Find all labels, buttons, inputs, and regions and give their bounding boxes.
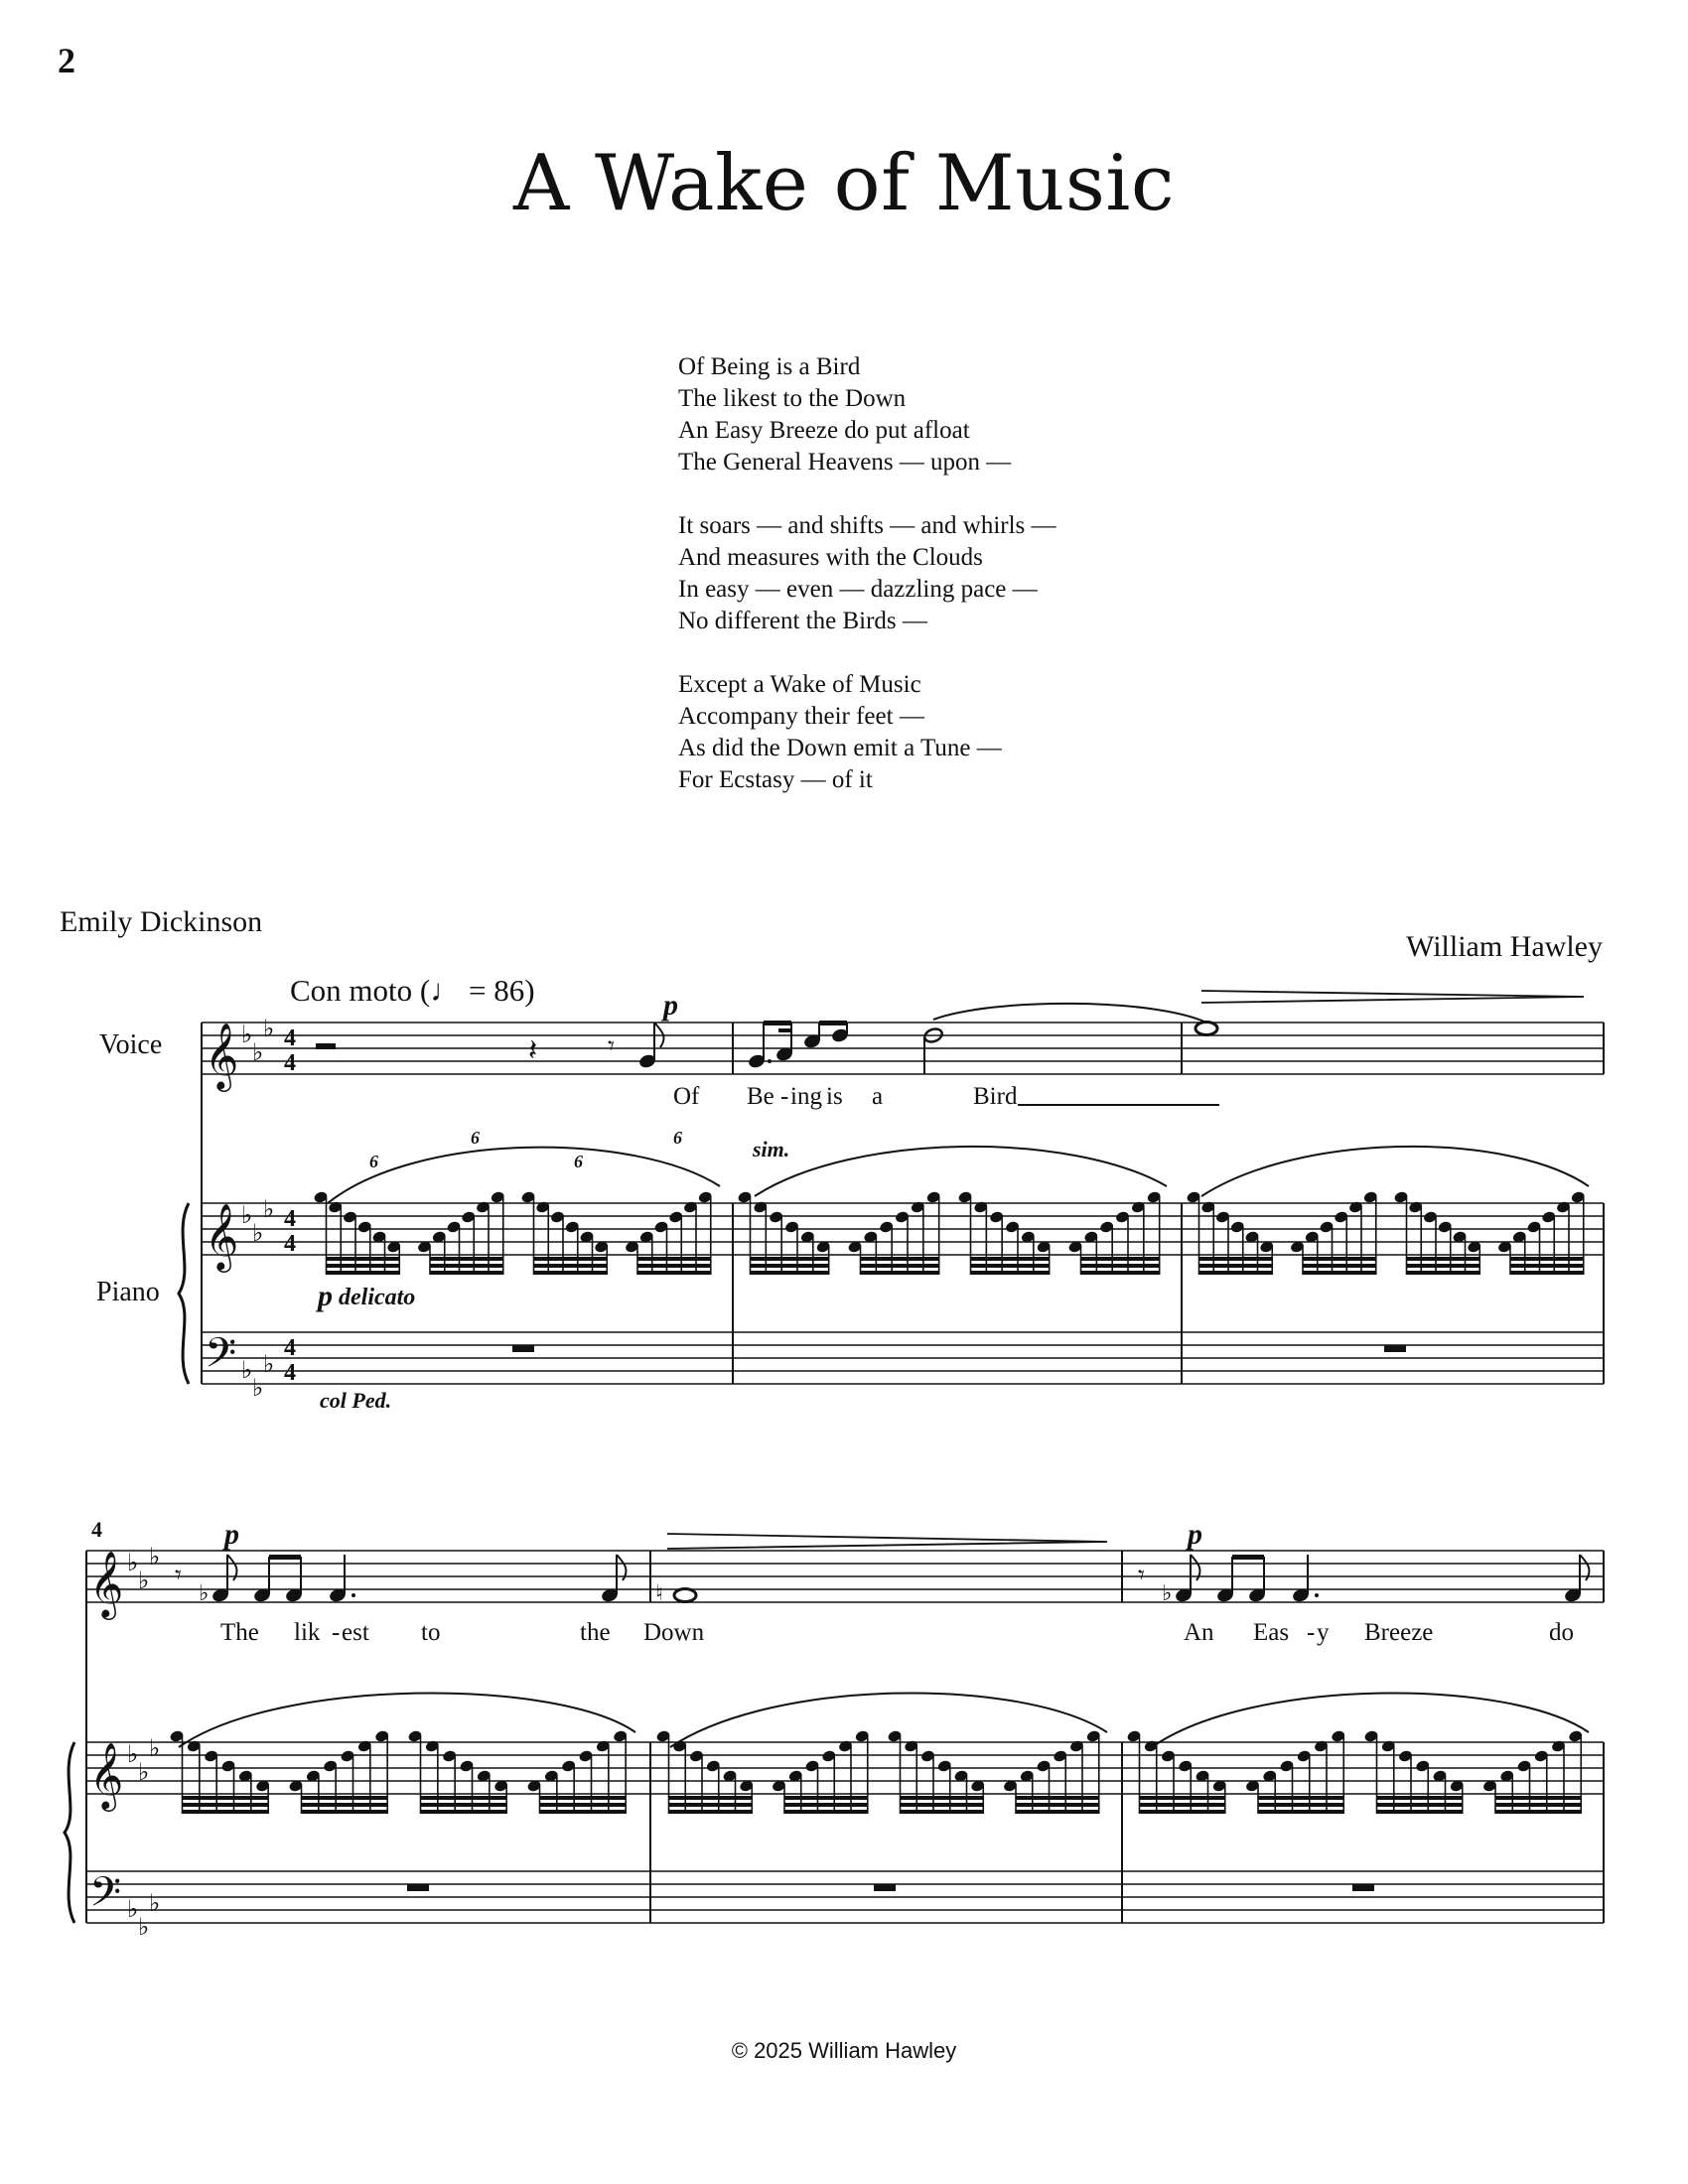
poem-line: It soars — and shifts — and whirls — [678, 512, 1056, 539]
voice-notes-2 [175, 1555, 1590, 1606]
poem-line: And measures with the Clouds [678, 544, 983, 571]
svg-text:Breeze: Breeze [1364, 1619, 1434, 1646]
note-beam [637, 1257, 711, 1261]
note-beam [1081, 1257, 1160, 1261]
note-beam [1140, 1810, 1225, 1814]
note-beam [430, 1257, 503, 1261]
note-beam [784, 1796, 868, 1800]
svg-text:♭: ♭ [127, 1740, 139, 1768]
note-beam [327, 1257, 400, 1261]
svg-text:♭: ♭ [263, 1015, 275, 1042]
poem-line: As did the Down emit a Tune — [678, 735, 1002, 761]
svg-text:𝄾: 𝄾 [175, 1561, 182, 1590]
note-beam [1407, 1271, 1480, 1275]
note-beam [1377, 1796, 1463, 1800]
poem-line: No different the Birds — [678, 608, 927, 634]
note-beam [1303, 1271, 1376, 1275]
note-beam [1016, 1796, 1099, 1800]
note-beam [784, 1803, 868, 1807]
svg-text:𝄽: 𝄽 [528, 1033, 538, 1068]
note-beam [327, 1271, 400, 1275]
svg-text:6: 6 [369, 1152, 378, 1171]
clefs-1 [205, 1015, 274, 1402]
composer-credit: William Hawley [1406, 930, 1603, 963]
tempo-marking: Con moto (♩ = 86) [290, 973, 535, 1008]
note-beam [1510, 1264, 1584, 1268]
note-beam [751, 1257, 829, 1261]
piece-title: A Wake of Music [512, 139, 1176, 228]
note-beam [861, 1257, 939, 1261]
note-beam [430, 1264, 503, 1268]
note-beam [534, 1257, 608, 1261]
svg-text:♭: ♭ [127, 1549, 139, 1576]
note-beam [1495, 1810, 1581, 1814]
piano-label: Piano [96, 1277, 160, 1307]
poem-line: Accompany their feet — [678, 703, 924, 730]
poem-line: The likest to the Down [678, 385, 907, 412]
svg-text:𝄞: 𝄞 [205, 1022, 239, 1089]
svg-text:6: 6 [471, 1128, 480, 1148]
note-beam [1258, 1796, 1343, 1800]
svg-text:♭: ♭ [149, 1889, 161, 1917]
note-beam [183, 1810, 269, 1814]
note-beam [1407, 1264, 1480, 1268]
svg-text:𝄞: 𝄞 [205, 1202, 239, 1270]
note-beam [1495, 1796, 1581, 1800]
svg-text:Down: Down [643, 1619, 705, 1646]
svg-text:𝄢: 𝄢 [89, 1868, 122, 1926]
poet-credit: Emily Dickinson [60, 905, 263, 938]
svg-text:to: to [421, 1619, 441, 1646]
note-beam [302, 1810, 388, 1814]
note-beam [1199, 1264, 1273, 1268]
poem-line: In easy — even — dazzling pace — [678, 576, 1038, 603]
svg-text:do: do [1549, 1619, 1574, 1646]
svg-text:4: 4 [284, 1025, 296, 1051]
svg-text:the: the [580, 1619, 611, 1646]
piano-expression: delicato [339, 1285, 416, 1310]
svg-text:♭: ♭ [149, 1543, 161, 1570]
lyrics-2 [220, 1619, 1574, 1646]
svg-text:𝄞: 𝄞 [89, 1550, 124, 1617]
note-beam [971, 1257, 1050, 1261]
svg-text:♭: ♭ [252, 1038, 264, 1066]
measure-number: 4 [91, 1517, 102, 1542]
note-beam [1407, 1257, 1480, 1261]
note-beam [669, 1803, 753, 1807]
svg-text:Be: Be [747, 1083, 774, 1110]
note-beam [1081, 1271, 1160, 1275]
svg-text:-: - [1307, 1619, 1316, 1646]
svg-text:Eas: Eas [1253, 1619, 1290, 1646]
svg-text:♭: ♭ [263, 1195, 275, 1223]
sim-marking: sim. [753, 1137, 790, 1161]
note-beam [1140, 1796, 1225, 1800]
note-beam [1510, 1271, 1584, 1275]
svg-text:The: The [220, 1619, 259, 1646]
svg-text:♭: ♭ [241, 1201, 253, 1229]
voice-staff-2 [86, 1551, 1604, 1602]
bass-rests-2 [407, 1884, 1374, 1891]
piano-dynamic: p [318, 1280, 333, 1312]
note-beam [1258, 1810, 1343, 1814]
note-beam [1377, 1803, 1463, 1807]
note-beam [861, 1264, 939, 1268]
svg-text:4: 4 [284, 1360, 296, 1386]
tuplet-numbers [369, 1128, 682, 1171]
poem-line: An Easy Breeze do put afloat [678, 417, 970, 444]
svg-text:y: y [1317, 1619, 1330, 1646]
svg-text:♭: ♭ [252, 1219, 264, 1247]
svg-text:♭: ♭ [138, 1567, 150, 1594]
note-beam [540, 1803, 627, 1807]
svg-text:4: 4 [284, 1231, 296, 1257]
svg-text:♭: ♭ [241, 1356, 253, 1384]
note-beam [1016, 1810, 1099, 1814]
svg-text:♮: ♮ [655, 1581, 663, 1606]
voice-notes-1 [316, 1021, 1217, 1074]
note-beam [302, 1796, 388, 1800]
note-beam [540, 1796, 627, 1800]
note-beam [327, 1264, 400, 1268]
note-beam [183, 1796, 269, 1800]
svg-text:est: est [342, 1619, 369, 1646]
note-beam [421, 1796, 507, 1800]
svg-text:♭: ♭ [263, 1350, 275, 1378]
copyright-footer: © 2025 William Hawley [731, 2038, 957, 2063]
svg-text:𝄾: 𝄾 [608, 1031, 615, 1061]
svg-text:♭: ♭ [127, 1895, 139, 1923]
note-beam [1377, 1810, 1463, 1814]
note-beam [1495, 1803, 1581, 1807]
piano-bass-staff-2 [86, 1871, 1604, 1923]
svg-text:♭: ♭ [241, 1021, 253, 1048]
poem-line: Of Being is a Bird [678, 353, 861, 380]
voice-dynamic: p [224, 1518, 239, 1551]
svg-text:♭: ♭ [138, 1758, 150, 1786]
note-beam [669, 1796, 753, 1800]
svg-text:4: 4 [284, 1050, 296, 1076]
note-beam [421, 1810, 507, 1814]
note-beam [669, 1810, 753, 1814]
svg-text:Of: Of [673, 1083, 700, 1110]
svg-text:6: 6 [574, 1152, 583, 1171]
svg-text:♭: ♭ [1162, 1581, 1173, 1606]
note-beam [971, 1264, 1050, 1268]
svg-text:𝄞: 𝄞 [89, 1741, 124, 1809]
svg-text:♭: ♭ [138, 1913, 150, 1941]
note-beam [1303, 1264, 1376, 1268]
note-beam [1199, 1257, 1273, 1261]
svg-text:is: is [826, 1083, 843, 1110]
svg-text:𝄾: 𝄾 [1138, 1561, 1145, 1590]
svg-text:-: - [332, 1619, 341, 1646]
system-1 [179, 991, 1604, 1384]
note-beam [637, 1271, 711, 1275]
note-beam [1199, 1271, 1273, 1275]
note-beam [637, 1264, 711, 1268]
svg-text:-: - [780, 1083, 789, 1110]
note-beam [183, 1803, 269, 1807]
svg-text:♭: ♭ [149, 1734, 161, 1762]
poem-line: For Ecstasy — of it [678, 766, 873, 793]
note-beam [1303, 1257, 1376, 1261]
svg-text:6: 6 [673, 1128, 682, 1148]
piano-treble-staff-1 [202, 1203, 1604, 1255]
note-beam [302, 1803, 388, 1807]
poem-line: Except a Wake of Music [678, 671, 921, 698]
voice-staff-1 [202, 1023, 1604, 1074]
voice-label: Voice [99, 1029, 163, 1060]
svg-text:ing: ing [790, 1083, 822, 1110]
svg-text:4: 4 [284, 1206, 296, 1232]
note-beam [540, 1810, 627, 1814]
svg-text:♭: ♭ [252, 1374, 264, 1402]
svg-text:♭: ♭ [199, 1581, 210, 1606]
note-beam [784, 1810, 868, 1814]
note-beam [534, 1271, 608, 1275]
voice-dynamic: p [663, 989, 678, 1022]
bass-rests-1 [512, 1345, 1406, 1352]
note-beam [861, 1271, 939, 1275]
svg-text:lik: lik [294, 1619, 321, 1646]
note-beam [430, 1271, 503, 1275]
note-beam [1258, 1803, 1343, 1807]
note-beam [1081, 1264, 1160, 1268]
lyrics-1 [673, 1083, 1018, 1110]
pedal-marking: col Ped. [320, 1388, 392, 1413]
note-beam [971, 1271, 1050, 1275]
voice-dynamic: p [1188, 1518, 1202, 1551]
note-beam [534, 1264, 608, 1268]
svg-text:An: An [1184, 1619, 1214, 1646]
svg-text:4: 4 [284, 1335, 296, 1361]
note-beam [901, 1803, 984, 1807]
note-beam [751, 1271, 829, 1275]
note-beam [901, 1796, 984, 1800]
note-beam [1510, 1257, 1584, 1261]
page-number: 2 [58, 41, 75, 80]
svg-text:a: a [872, 1083, 884, 1110]
svg-text:𝄢: 𝄢 [205, 1329, 237, 1387]
note-beam [421, 1803, 507, 1807]
note-beam [1140, 1803, 1225, 1807]
note-beam [1016, 1803, 1099, 1807]
piano-bass-staff-1 [202, 1332, 1604, 1384]
note-beam [751, 1264, 829, 1268]
svg-text:Bird: Bird [973, 1083, 1018, 1110]
poem-line: The General Heavens — upon — [678, 449, 1012, 476]
note-beam [901, 1810, 984, 1814]
